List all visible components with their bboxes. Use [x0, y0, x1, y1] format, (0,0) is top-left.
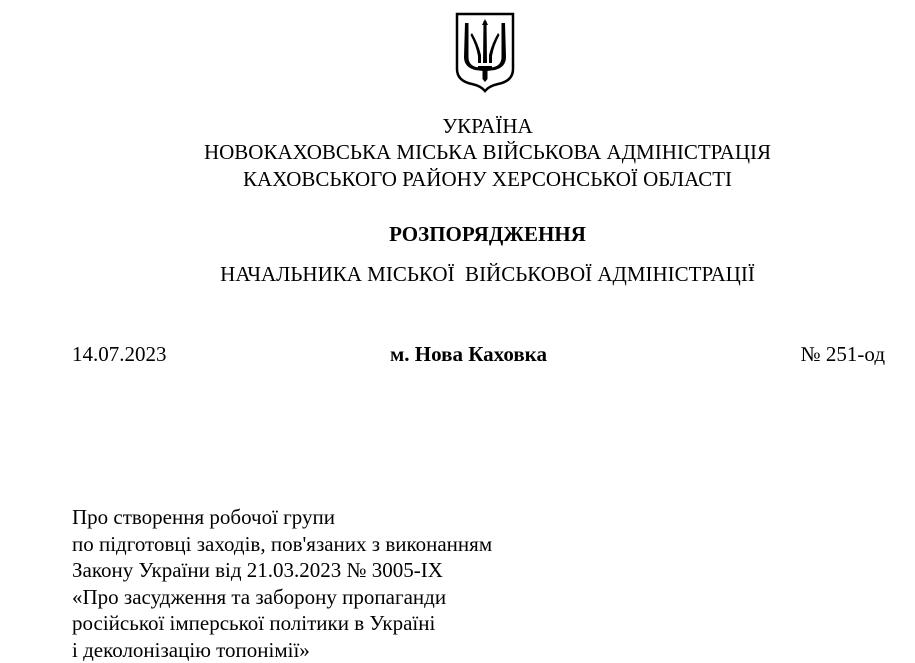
trident-coat-of-arms-icon [454, 11, 516, 93]
document-date: 14.07.2023 [72, 341, 167, 367]
subject-line: і деколонізацію топонімії» [72, 637, 492, 663]
document-type: РОЗПОРЯДЖЕННЯ [0, 221, 915, 247]
subject-line: Закону України від 21.03.2023 № 3005-ІХ [72, 557, 492, 584]
region-title: КАХОВСЬКОГО РАЙОНУ ХЕРСОНСЬКОЇ ОБЛАСТІ [0, 166, 915, 192]
organization-title: НОВОКАХОВСЬКА МІСЬКА ВІЙСЬКОВА АДМІНІСТРАЦІЯ [0, 139, 915, 165]
subject-line: «Про засудження та заборону пропаганди [72, 584, 492, 611]
document-city: м. Нова Каховка [390, 341, 547, 367]
country-title: УКРАЇНА [0, 113, 915, 139]
document-subject [72, 504, 492, 663]
subject-line: по підготовці заходів, пов'язаних з виконанням [72, 531, 492, 558]
subject-line: Про створення робочої групи [72, 504, 492, 531]
subject-line: російської імперської політики в Україні [72, 610, 492, 637]
document-number: № 251-од [801, 341, 885, 367]
document-issuer: НАЧАЛЬНИКА МІСЬКОЇ ВІЙСЬКОВОЇ АДМІНІСТРАЦІЇ [0, 261, 915, 287]
